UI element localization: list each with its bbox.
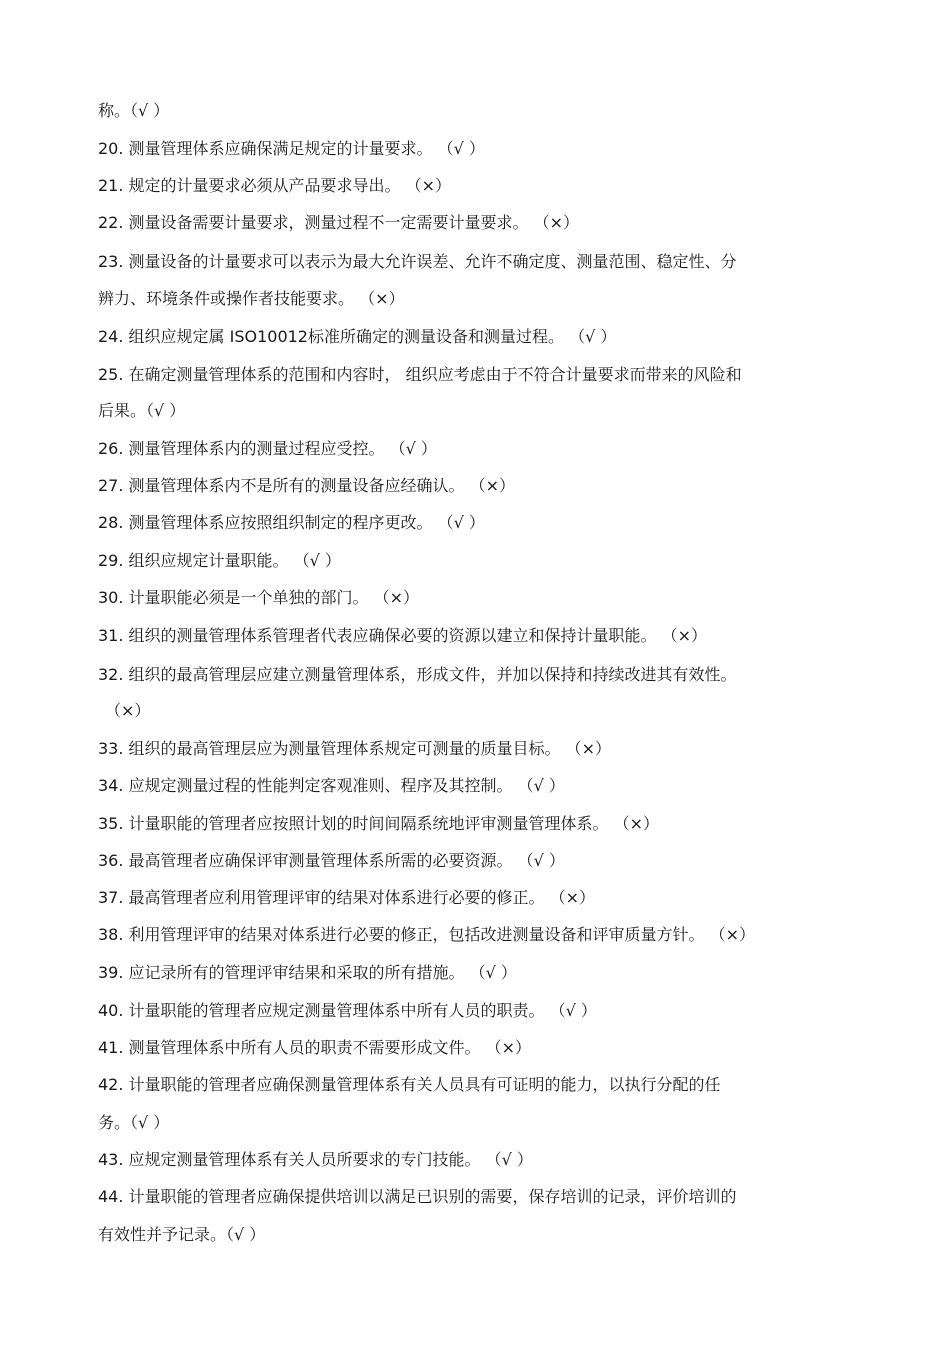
text-line: 37. 最高管理者应利用管理评审的结果对体系进行必要的修正。 （×） — [98, 888, 596, 907]
text-line: 24. 组织应规定属 ISO10012标准所确定的测量设备和测量过程。 （√ ） — [98, 327, 617, 346]
text-line: 26. 测量管理体系内的测量过程应受控。 （√ ） — [98, 439, 437, 458]
text-line: 20. 测量管理体系应确保满足规定的计量要求。 （√ ） — [98, 139, 485, 158]
text-line: 务。（√ ） — [98, 1113, 170, 1132]
text-line: 28. 测量管理体系应按照组织制定的程序更改。 （√ ） — [98, 513, 485, 532]
text-line: 38. 利用管理评审的结果对体系进行必要的修正，包括改进测量设备和评审质量方针。 （×） — [98, 925, 756, 944]
text-line: 41. 测量管理体系中所有人员的职责不需要形成文件。 （×） — [98, 1038, 532, 1057]
text-line: 42. 计量职能的管理者应确保测量管理体系有关人员具有可证明的能力，以执行分配的任 — [98, 1075, 721, 1094]
text-line: 35. 计量职能的管理者应按照计划的时间间隔系统地评审测量管理体系。 （×） — [98, 814, 660, 833]
text-line: 25. 在确定测量管理体系的范围和内容时， 组织应考虑由于不符合计量要求而带来的风险和 — [98, 365, 742, 384]
text-line: 30. 计量职能必须是一个单独的部门。 （×） — [98, 588, 420, 607]
text-line: （×） — [105, 701, 151, 720]
text-line: 40. 计量职能的管理者应规定测量管理体系中所有人员的职责。 （√ ） — [98, 1001, 597, 1020]
text-line: 22. 测量设备需要计量要求，测量过程不一定需要计量要求。 （×） — [98, 213, 580, 232]
text-line: 31. 组织的测量管理体系管理者代表应确保必要的资源以建立和保持计量职能。 （×） — [98, 626, 708, 645]
text-line: 有效性并予记录。（√ ） — [98, 1225, 266, 1244]
text-line: 后果。（√ ） — [98, 401, 186, 420]
text-line: 辨力、环境条件或操作者技能要求。 （×） — [98, 289, 405, 308]
text-line: 29. 组织应规定计量职能。 （√ ） — [98, 551, 341, 570]
text-line: 21. 规定的计量要求必须从产品要求导出。 （×） — [98, 176, 452, 195]
text-line: 34. 应规定测量过程的性能判定客观准则、程序及其控制。 （√ ） — [98, 776, 565, 795]
text-line: 39. 应记录所有的管理评审结果和采取的所有措施。 （√ ） — [98, 963, 517, 982]
text-line: 32. 组织的最高管理层应建立测量管理体系，形成文件，并加以保持和持续改进其有效性。 — [98, 665, 737, 684]
text-line: 43. 应规定测量管理体系有关人员所要求的专门技能。 （√ ） — [98, 1150, 533, 1169]
text-line: 称。（√ ） — [98, 101, 170, 120]
text-line: 33. 组织的最高管理层应为测量管理体系规定可测量的质量目标。 （×） — [98, 739, 612, 758]
text-line: 23. 测量设备的计量要求可以表示为最大允许误差、允许不确定度、测量范围、稳定性、分 — [98, 252, 737, 271]
text-line: 36. 最高管理者应确保评审测量管理体系所需的必要资源。 （√ ） — [98, 851, 565, 870]
text-line: 27. 测量管理体系内不是所有的测量设备应经确认。 （×） — [98, 476, 516, 495]
text-line: 44. 计量职能的管理者应确保提供培训以满足已识别的需要，保存培训的记录，评价培训的 — [98, 1187, 737, 1206]
